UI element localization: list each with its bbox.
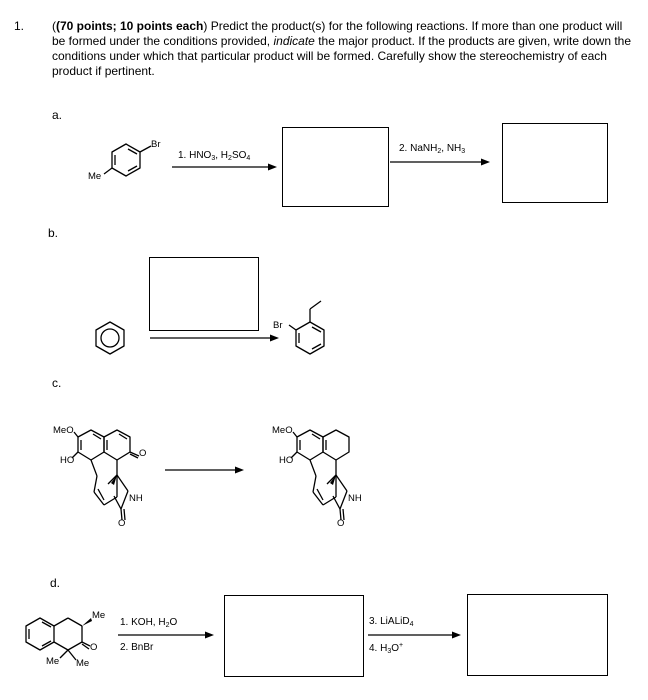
reaction-arrows <box>118 162 484 635</box>
part-b-benzene <box>96 322 124 354</box>
part-c-nh-label: NH <box>129 493 143 504</box>
part-c-product-meo-label: MeO <box>272 425 293 436</box>
part-d-wedge-bond <box>82 618 92 626</box>
question-number: 1. <box>14 19 25 33</box>
part-a-label: a. <box>52 108 63 122</box>
part-a-answer-box-2[interactable] <box>502 123 608 203</box>
part-d-label: d. <box>50 576 61 590</box>
part-c-product-lactam-o-label: O <box>337 518 345 529</box>
question-text-part1: Predict the product(s) for the following reactions. If more than one product will be formed under the conditions provided, <box>52 19 623 48</box>
part-c-lactam-o-label: O <box>118 518 126 529</box>
part-c-reactant-structure <box>72 430 139 520</box>
part-d-me-label-2: Me <box>46 656 60 667</box>
part-d-step3-reagent: 3. LiALiD$_4$ <box>369 616 414 628</box>
part-a-step1-reagent: 1. $HNO_3$, $H_2SO_4$ <box>178 150 251 162</box>
part-c-meo-label: MeO <box>53 425 74 436</box>
part-d-reactant-structure <box>26 618 90 660</box>
arrowheads <box>205 159 490 639</box>
part-d-step2-reagent: 2. BnBr <box>120 642 154 653</box>
part-d-me-label-1: Me <box>92 610 106 621</box>
part-c-ho-label: HO <box>60 455 75 466</box>
part-a-answer-box-1[interactable] <box>282 127 389 207</box>
part-c-product-nh-label: NH <box>348 493 362 504</box>
part-d-step1-reagent: 1. KOH, $H_2O$ <box>120 617 178 629</box>
part-b-conditions-box[interactable] <box>149 257 259 331</box>
question-emphasis: indicate <box>273 34 315 48</box>
part-d-answer-box-1[interactable] <box>224 595 364 677</box>
part-c-ketone-o-label: O <box>139 448 147 459</box>
part-d-answer-box-2[interactable] <box>467 594 608 676</box>
part-a-step2-reagent: 2. NaNH$_2$, $NH_3$ <box>399 143 466 155</box>
points-label: (70 points; 10 points each <box>56 19 204 33</box>
part-c-label: c. <box>52 376 62 390</box>
question-text-part2: the major product. If the products are given, write down the conditions under which that particular product will be formed. Carefully show the stereochemistry of each product if pertinent. <box>52 34 632 78</box>
part-c-product-ho-label: HO <box>279 455 294 466</box>
part-b-br-label: Br <box>273 320 283 331</box>
part-d-step4-reagent: 4. $H_3O^+$ <box>369 642 404 655</box>
part-a-br-label: Br <box>151 139 161 150</box>
question-text: ((70 points; 10 points each) Predict the product(s) for the following reactions. If more than one product will be formed under the conditions provided, indicate the major product. If the products are given, write down the conditions under which that particular product will be formed. Carefully show the stereochemistry of each product if pertinent. <box>52 19 632 78</box>
part-d-o-label: O <box>90 642 98 653</box>
paren: ) <box>203 19 208 33</box>
part-c-product-structure <box>291 430 349 520</box>
part-d-me-label-3: Me <box>76 658 90 669</box>
part-a-me-label: Me <box>88 171 102 182</box>
part-b-product-structure <box>289 301 324 354</box>
part-b-label: b. <box>48 226 59 240</box>
part-a-reactant-structure <box>104 144 151 176</box>
